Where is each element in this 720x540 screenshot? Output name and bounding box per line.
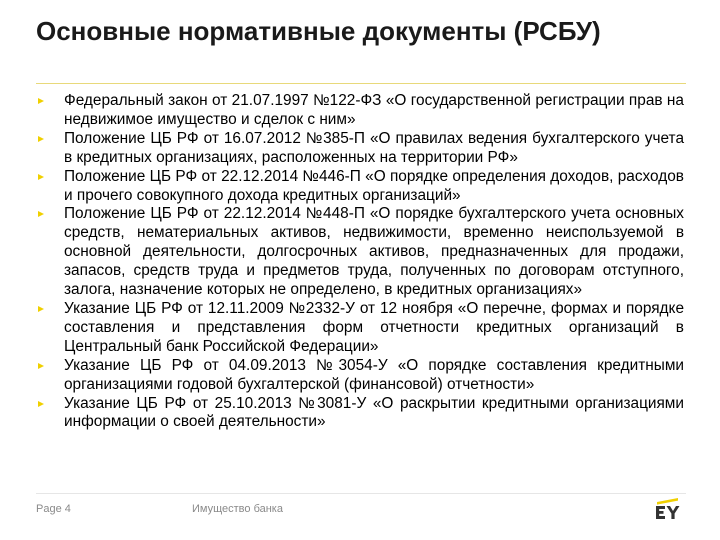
list-item [36, 395, 684, 433]
list-item [36, 168, 684, 206]
list-item [36, 130, 684, 168]
slide-title: Основные нормативные документы (РСБУ) [36, 16, 601, 46]
triangle-bullet-icon [38, 306, 44, 312]
triangle-bullet-icon [38, 363, 44, 369]
list-item-text: Указание ЦБ РФ от 25.10.2013 №3081-У «О раскрытии кредитными организациями информации о своей деятельности» [64, 394, 684, 431]
triangle-bullet-icon [38, 211, 44, 217]
list-item [36, 357, 684, 395]
list-item [36, 205, 684, 300]
list-item [36, 300, 684, 357]
list-item-text: Положение ЦБ РФ от 22.12.2014 №446-П «О порядке определения доходов, расходов и прочего совокупного дохода кредитных организаций» [64, 167, 684, 204]
list-item [36, 92, 684, 130]
list-item-text: Положение ЦБ РФ от 16.07.2012 №385-П «О правилах ведения бухгалтерского учета в кредитных организациях, расположенных на территории РФ» [64, 129, 684, 166]
list-item-text: Указание ЦБ РФ от 04.09.2013 №3054-У «О порядке составления кредитными организациями годовой бухгалтерской (финансовой) отчетности» [64, 356, 684, 393]
ey-logo-letters [656, 506, 680, 519]
page-number: Page 4 [36, 503, 71, 515]
document-list [36, 92, 684, 432]
footer-divider [36, 493, 686, 494]
triangle-bullet-icon [38, 136, 44, 142]
ey-logo [654, 497, 684, 521]
list-item-text: Федеральный закон от 21.07.1997 №122-ФЗ «О государственной регистрации прав на недвижимое имущество и сделок с ним» [64, 92, 684, 128]
list-item-text: Указание ЦБ РФ от 12.11.2009 №2332-У от 12 ноября «О перечне, формах и порядке составления и представления форм отчетности кредитных организаций в Центральный банк Российской Федерации» [64, 299, 684, 355]
triangle-bullet-icon [38, 174, 44, 180]
triangle-bullet-icon [38, 98, 44, 104]
list-item-text: Положение ЦБ РФ от 22.12.2014 №448-П «О порядке бухгалтерского учета основных средств, нематериальных активов, недвижимости, временно неиспользуемой в основной деятельности, долгосрочных активов, предназначенных для продажи, запасов, средств труда и предметов труда, полученных по договорам отступного, залога, назначение которых не определено, в кредитных организациях» [64, 205, 684, 299]
footer-topic: Имущество банка [192, 503, 283, 515]
title-divider [36, 83, 686, 84]
triangle-bullet-icon [38, 401, 44, 407]
